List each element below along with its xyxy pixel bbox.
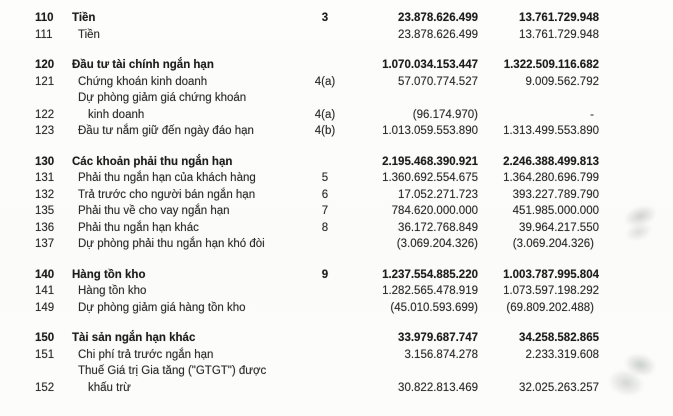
value-prior-year: 13.761.729.948 (519, 28, 599, 41)
value-current-year: 23.878.626.499 (398, 12, 478, 24)
row-label (72, 10, 310, 27)
row-label-line2: khấu trừ (88, 381, 131, 394)
row-label-line1: Tiền (72, 12, 96, 24)
row-label-line1: Phải thu ngắn hạn khác (78, 221, 199, 234)
row-label-line1: Chứng khoán kinh doanh (78, 75, 208, 88)
value-prior-year: 1.364.280.696.799 (503, 172, 599, 184)
table-row (0, 10, 599, 27)
row-label (72, 267, 310, 284)
value-current-year: 1.237.554.885.220 (382, 268, 478, 281)
note-ref: 5 (321, 172, 329, 184)
row-label-line1: Thuế Giá trị Gia tăng ("GTGT") được (78, 365, 267, 377)
note-ref: 4(b) (314, 125, 336, 137)
note-ref: 9 (321, 268, 329, 281)
row-label-line1: Tiền (78, 28, 100, 41)
table-row (0, 123, 599, 140)
table-row (0, 154, 599, 171)
value-current-year: (96.174.970) (412, 108, 478, 121)
row-label-line1: Các khoản phải thu ngắn hạn (72, 155, 233, 168)
value-current-year: 784.620.000.000 (391, 205, 478, 217)
row-label (72, 347, 310, 364)
row-code: 149 (35, 301, 55, 314)
row-label-line2: kinh doanh (88, 108, 145, 121)
table-row (0, 170, 599, 187)
row-label (72, 74, 310, 91)
note-ref: 7 (321, 205, 329, 217)
scan-smudge (605, 347, 661, 403)
value-prior-year: 393.227.789.790 (512, 188, 599, 201)
row-label (72, 300, 310, 317)
value-current-year: 17.052.271.723 (398, 188, 478, 201)
row-code: 130 (35, 155, 55, 168)
row-label (72, 283, 310, 300)
value-current-year: (3.069.204.326) (396, 238, 478, 250)
value-prior-year: 13.761.729.948 (519, 12, 599, 24)
value-current-year: 1.070.034.153.447 (382, 59, 478, 71)
value-prior-year: 1.313.499.553.890 (503, 125, 599, 137)
value-current-year: 36.172.768.849 (398, 221, 478, 234)
value-prior-year: 1.003.787.995.804 (503, 268, 599, 281)
row-code: 151 (35, 348, 55, 361)
table-row (0, 90, 599, 123)
row-label (72, 27, 310, 44)
row-label (72, 236, 310, 253)
row-code: 123 (35, 125, 55, 137)
row-code: 131 (35, 172, 55, 184)
row-code: 140 (35, 268, 55, 281)
row-label (72, 123, 310, 140)
row-code: 152 (35, 381, 55, 394)
row-label-line1: Đầu tư tài chính ngắn hạn (72, 59, 214, 71)
value-prior-year: 451.985.000.000 (512, 205, 599, 217)
row-label-line1: Dự phòng giảm giá chứng khoán (78, 92, 247, 104)
table-row (0, 203, 599, 220)
row-label-line1: Trả trước cho người bán ngắn hạn (78, 188, 256, 201)
row-code: 132 (35, 188, 55, 201)
row-code: 137 (35, 238, 55, 250)
row-label (72, 363, 310, 396)
row-code: 122 (35, 108, 55, 121)
row-label (72, 57, 310, 74)
row-label-line1: Chi phí trả trước ngắn hạn (78, 348, 214, 361)
row-label (72, 90, 310, 123)
value-current-year: 30.822.813.469 (398, 381, 478, 394)
table-row (0, 363, 599, 396)
table-row (0, 236, 599, 253)
table-row (0, 220, 599, 237)
table-row (0, 347, 599, 364)
table-row (0, 187, 599, 204)
value-prior-year: (69.809.202.488) (506, 301, 594, 314)
row-label-line1: Tài sản ngắn hạn khác (72, 332, 196, 344)
row-label-line1: Phải thu ngắn hạn của khách hàng (78, 172, 256, 184)
value-current-year: 1.360.692.554.675 (382, 172, 478, 184)
table-row (0, 267, 599, 284)
table-row (0, 283, 599, 300)
row-label-line1: Phải thu về cho vay ngắn hạn (78, 205, 230, 217)
row-label-line1: Đầu tư nắm giữ đến ngày đáo hạn (78, 125, 254, 137)
row-label (72, 203, 310, 220)
value-current-year: 23.878.626.499 (398, 28, 478, 41)
value-prior-year: 9.009.562.792 (525, 75, 599, 88)
value-current-year: 2.195.468.390.921 (382, 155, 478, 168)
row-code: 111 (35, 28, 53, 41)
note-ref: 4(a) (314, 108, 336, 121)
value-prior-year: 39.964.217.550 (519, 221, 599, 234)
value-prior-year: 32.025.263.257 (519, 381, 599, 394)
row-label (72, 154, 310, 171)
row-code: 121 (35, 75, 55, 88)
row-label-line1: Dự phòng phải thu ngắn hạn khó đòi (78, 238, 265, 250)
row-code: 110 (35, 12, 54, 24)
value-current-year: 1.013.059.553.890 (382, 125, 478, 137)
row-code: 120 (35, 59, 55, 71)
table-row (0, 57, 599, 74)
row-label (72, 170, 310, 187)
note-ref: 3 (321, 12, 329, 24)
value-prior-year: - (590, 108, 594, 121)
value-current-year: 1.282.565.478.919 (382, 285, 478, 297)
row-label (72, 330, 310, 347)
note-ref: 6 (321, 188, 329, 201)
table-row (0, 27, 599, 44)
balance-sheet-table (0, 10, 599, 396)
scan-smudge (614, 198, 667, 246)
note-ref: 4(a) (314, 75, 336, 88)
table-row (0, 300, 599, 317)
row-label (72, 187, 310, 204)
note-ref: 8 (321, 221, 329, 234)
table-row (0, 330, 599, 347)
row-label-line1: Dự phòng giảm giá hàng tồn kho (78, 301, 246, 314)
value-prior-year: 1.322.509.116.682 (503, 59, 599, 71)
row-code: 136 (35, 221, 55, 234)
value-prior-year: (3.069.204.326) (512, 238, 594, 250)
row-label (72, 220, 310, 237)
row-code: 150 (35, 332, 55, 344)
value-prior-year: 34.258.582.865 (519, 332, 599, 344)
value-current-year: (45.010.593.699) (390, 301, 478, 314)
row-label-line1: Hàng tồn kho (78, 285, 147, 297)
row-code: 141 (35, 285, 55, 297)
value-current-year: 33.979.687.747 (398, 332, 478, 344)
value-prior-year: 1.073.597.198.292 (503, 285, 599, 297)
value-prior-year: 2.246.388.499.813 (503, 155, 599, 168)
value-current-year: 3.156.874.278 (404, 348, 478, 361)
row-code: 135 (35, 205, 55, 217)
value-current-year: 57.070.774.527 (398, 75, 478, 88)
value-prior-year: 2.233.319.608 (525, 348, 599, 361)
table-row (0, 74, 599, 91)
row-label-line1: Hàng tồn kho (72, 268, 146, 281)
